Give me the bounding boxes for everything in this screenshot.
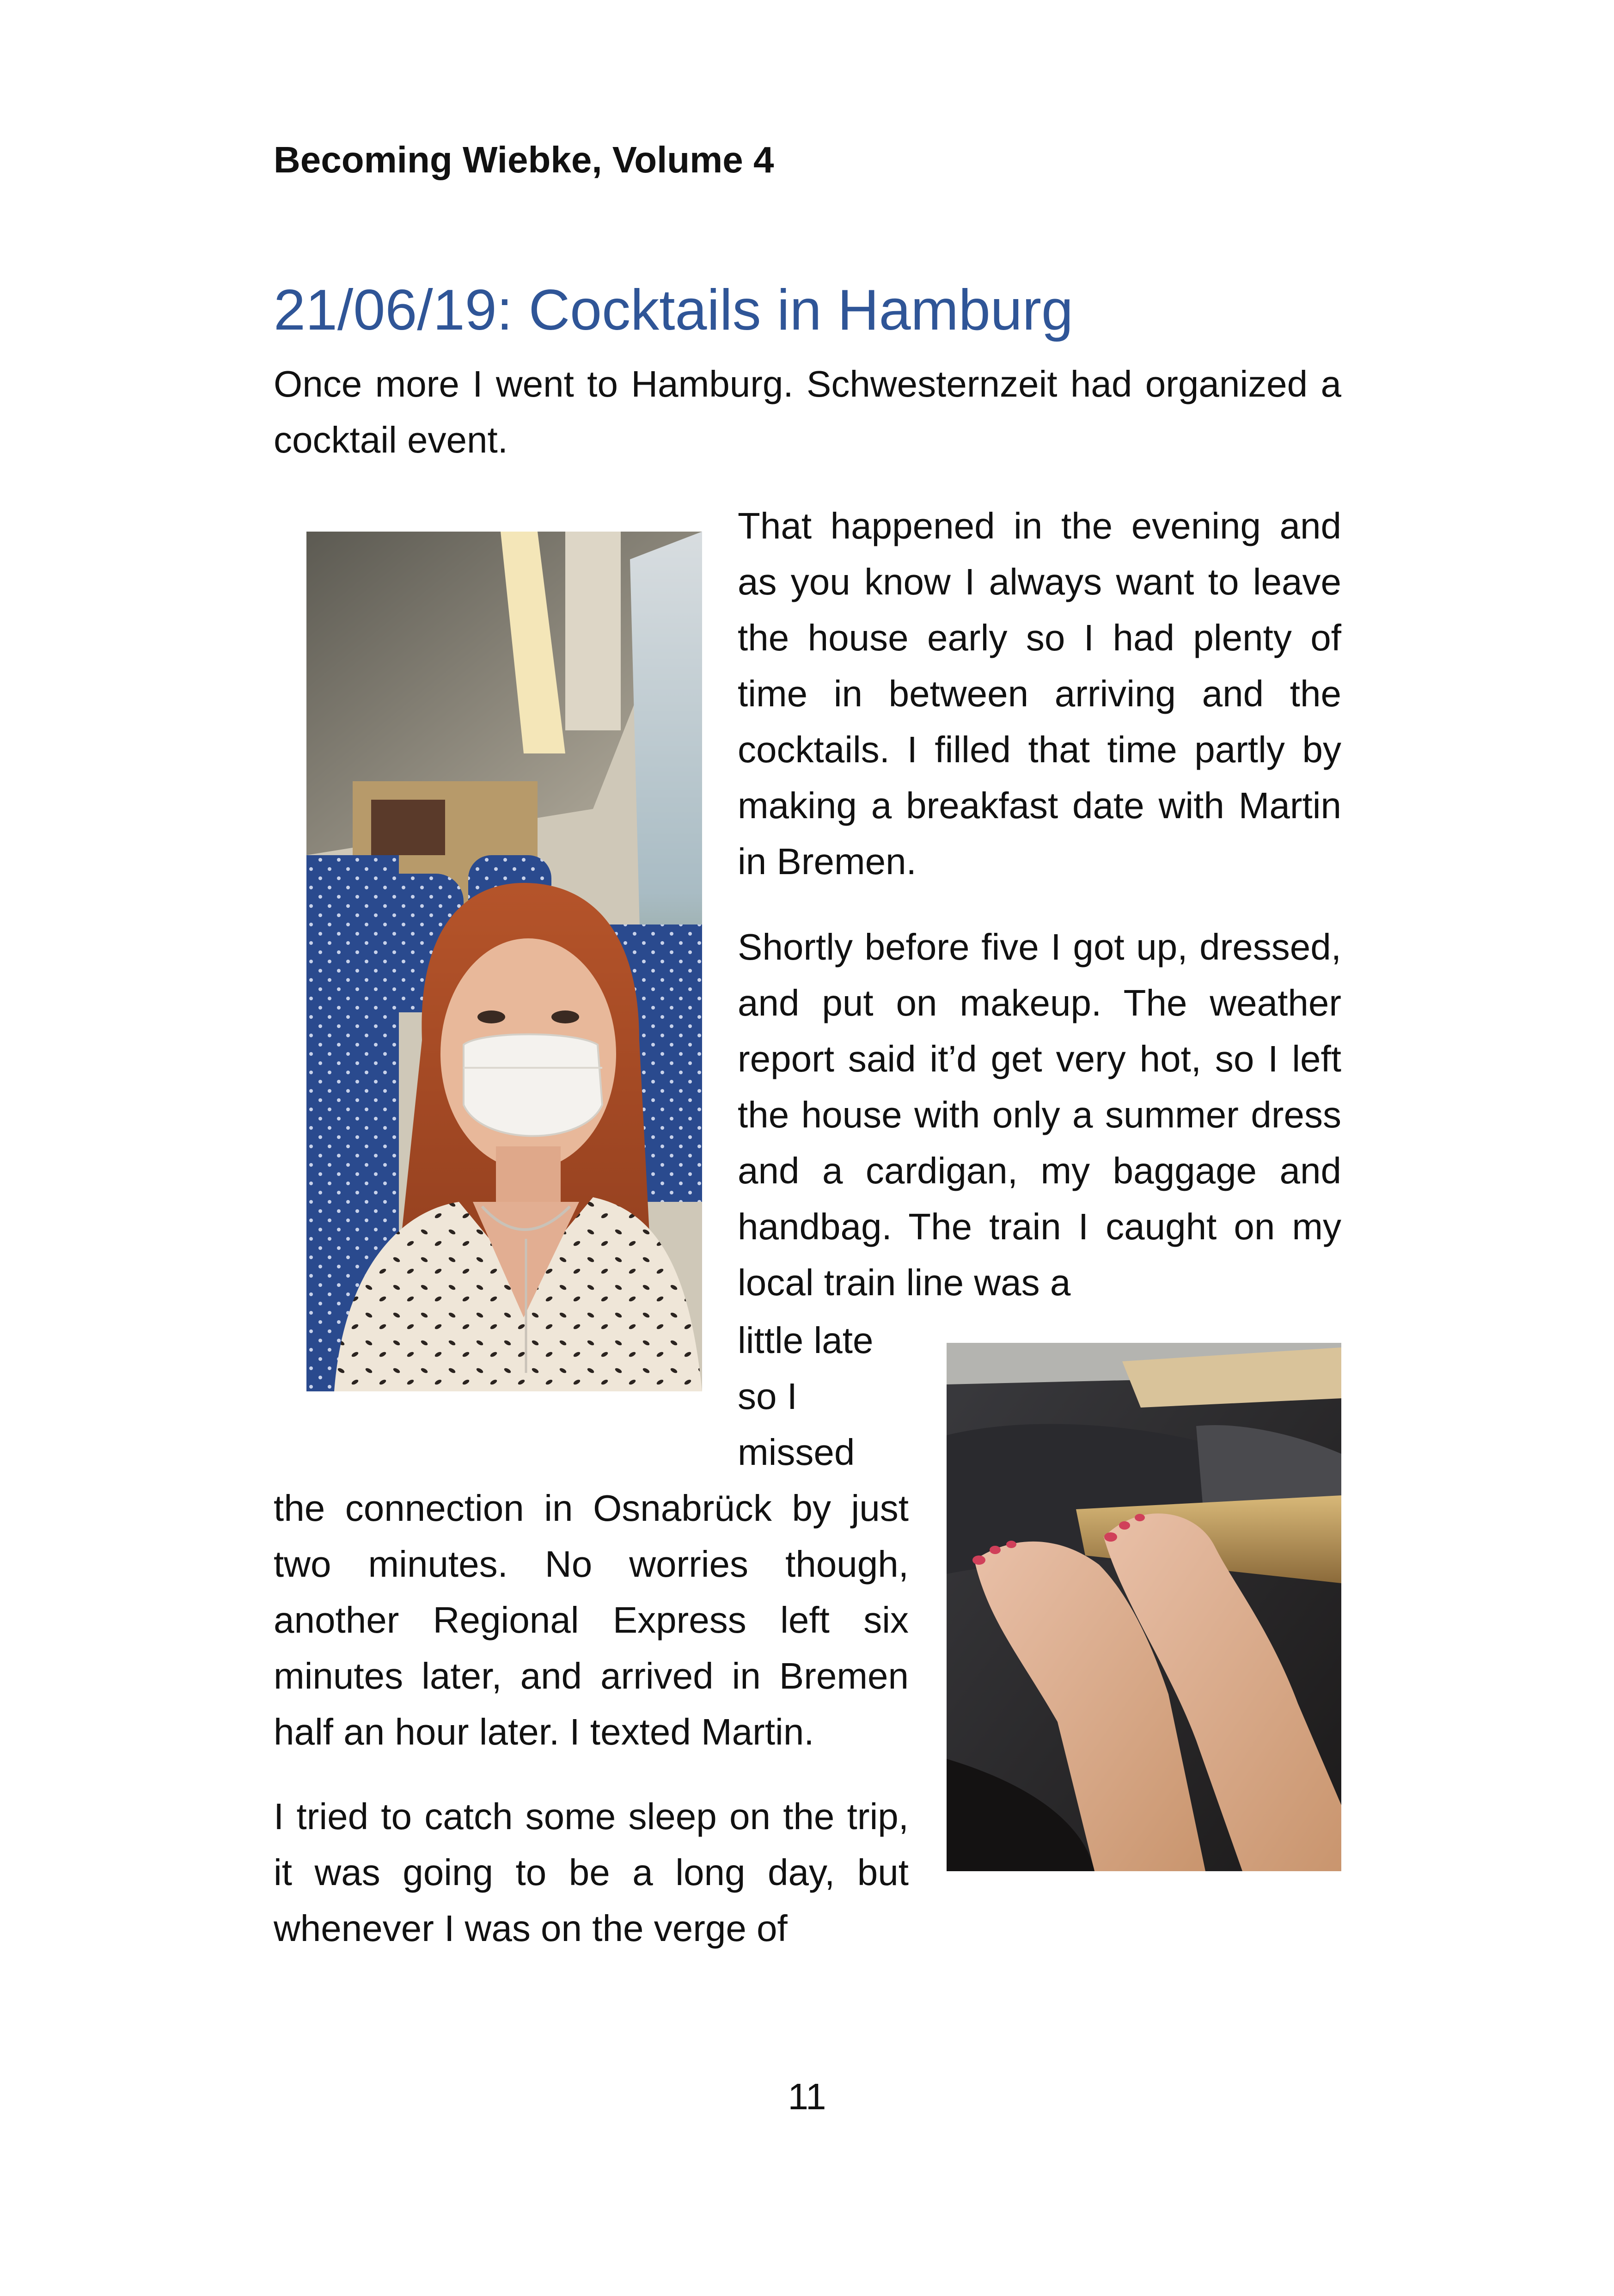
chapter-title: 21/06/19: Cocktails in Hamburg	[274, 278, 1074, 342]
feet-photo	[947, 1343, 1341, 1871]
paragraph-intro: Once more I went to Hamburg. Schwesternzeit had organized a cocktail event.	[274, 363, 1341, 460]
paragraph-2-narrow: little late so I missed	[738, 1320, 874, 1473]
selfie-photo	[306, 532, 702, 1391]
paragraph-1: That happened in the evening and as you know I always want to leave the house early so I had plenty of time in between arriving and the cocktails. I filled that time partly by making a breakfast date with Martin in Bremen.	[738, 505, 1341, 882]
paragraph-2-upper: Shortly before five I got up, dressed, and put on makeup. The weather report said it’d get very hot, so I left the house with only a summer dress and a cardigan, my baggage and handbag. The train I caught on my local train line was a	[738, 926, 1341, 1303]
running-header: Becoming Wiebke, Volume 4	[274, 139, 774, 180]
paragraph-3: I tried to catch some sleep on the trip, it was going to be a long day, but whenever I was on the verge of	[274, 1796, 909, 1949]
paragraph-2-lower: the connection in Osnabrück by just two minutes. No worries though, another Regional Express left six minutes later, and arrived in Bremen half an hour later. I texted Martin.	[274, 1488, 909, 1752]
page-number: 11	[788, 2076, 826, 2117]
